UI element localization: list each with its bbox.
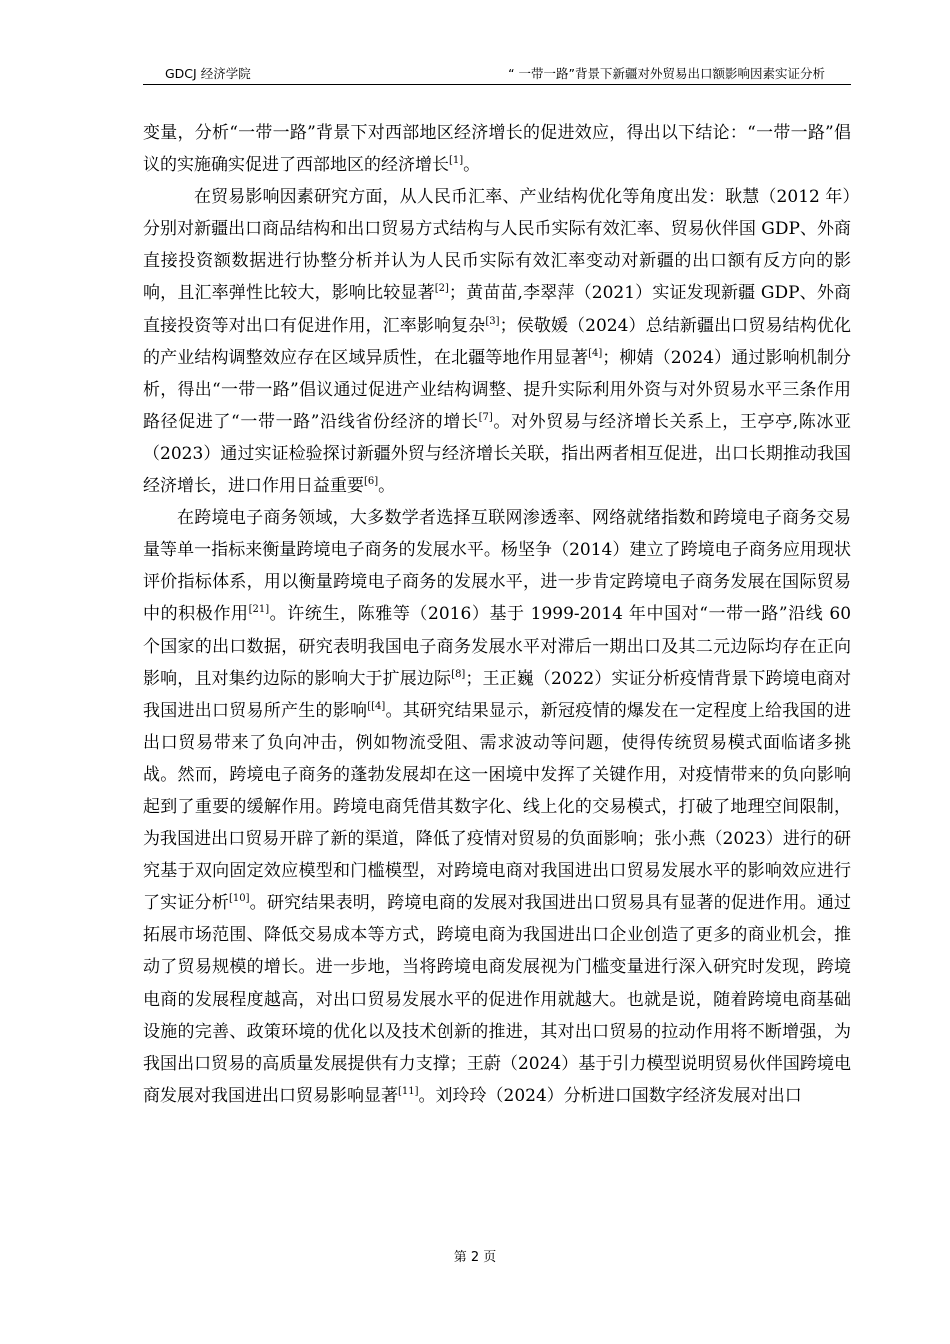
text-run: 在贸易影响因素研究方面，从人民币汇率、产业结构优化等角度出发：耿慧（2012 年）分别对新疆出口商品结构和出口贸易方式结构与人民币实际有效汇率、贸易伙伴国 GDP、外商直接投资额数据进行协整分析并认为人民币实际有效汇率变动对新疆的出口额有反方向的影响，且汇率弹性比较大，影响比较显著 xyxy=(143,187,851,304)
citation-marker: [7] xyxy=(478,411,493,423)
body-text xyxy=(143,117,851,1112)
citation-marker: [21] xyxy=(248,604,270,616)
citation-marker: [10] xyxy=(228,893,250,905)
text-run: 变量，分析“一带一路”背景下对西部地区经济增长的促进效应，得出以下结论：“一带一路”倡议的实施确实促进了西部地区的经济增长 xyxy=(143,123,851,176)
paragraph xyxy=(143,502,851,1112)
citation-marker: [2] xyxy=(434,283,449,295)
text-run: 。 xyxy=(463,155,481,176)
header-title: “ 一带一路”背景下新疆对外贸易出口额影响因素实证分析 xyxy=(508,66,825,81)
paragraph xyxy=(143,181,851,502)
text-run: 。许统生，陈雅等（2016）基于 1999-2014 年中国对“一带一路”沿线 60 个国家的出口数据，研究表明我国电子商务发展水平对滞后一期出口及其二元边际均存在正向影响，且对集约边际的影响大于扩展边际 xyxy=(143,604,852,689)
citation-marker: [1] xyxy=(449,155,464,167)
page-number: 第 2 页 xyxy=(453,1250,497,1265)
citation-marker: [8] xyxy=(451,668,466,680)
text-run: ；黄苗苗,李翠萍（2021）实证发现新疆 GDP、外商直接投资等对出口有促进作用，汇率影响复杂 xyxy=(143,283,851,336)
paragraph xyxy=(143,117,851,181)
citation-marker: [3] xyxy=(485,315,500,327)
citation-marker: [6] xyxy=(364,476,379,488)
text-run: 。其研究结果显示，新冠疫情的爆发在一定程度上给我国的进出口贸易带来了负向冲击，例如物流受阻、需求波动等问题，使得传统贸易模式面临诸多挑战。然而，跨境电子商务的蓬勃发展却在这一困境中发挥了关键作用，对疫情带来的负向影响起到了重要的缓解作用。跨境电商凭借其数字化、线上化的交易模式，打破了地理空间限制，为我国进出口贸易开辟了新的渠道，降低了疫情对贸易的负面影响；张小燕（2023）进行的研究基于双向固定效应模型和门槛模型，对跨境电商对我国进出口贸易发展水平的影响效应进行了实证分析 xyxy=(143,700,852,914)
text-run: ；柳婧（2024）通过影响机制分析，得出“一带一路”倡议通过促进产业结构调整、提升实际利用外资与对外贸易水平三条作用路径促进了“一带一路”沿线省份经济的增长 xyxy=(143,347,852,432)
citation-marker: [4] xyxy=(588,347,603,359)
header-school: GDCJ 经济学院 xyxy=(165,66,251,81)
citation-marker: [11] xyxy=(398,1085,419,1097)
text-run: 。研究结果表明，跨境电商的发展对我国进出口贸易具有显著的促进作用。通过拓展市场范围、降低交易成本等方式，跨境电商为我国进出口企业创造了更多的商业机会，推动了贸易规模的增长。进一步地，当将跨境电商发展视为门槛变量进行深入研究时发现，跨境电商的发展程度越高，对出口贸易发展水平的促进作用就越大。也就是说，随着跨境电商基础设施的完善、政策环境的优化以及技术创新的推进，其对出口贸易的拉动作用将不断增强，为我国出口贸易的高质量发展提供有力支撑；王蔚（2024）基于引力模型说明贸易伙伴国跨境电商发展对我国进出口贸易影响显著 xyxy=(143,893,852,1106)
text-run: 。刘玲玲（2024）分析进口国数字经济发展对出口 xyxy=(418,1085,802,1106)
citation-marker: [[4] xyxy=(367,700,386,712)
text-run: ；王正巍（2022）实证分析疫情背景下跨境电商对我国进出口贸易所产生的影响 xyxy=(143,668,852,721)
text-run: 。对外贸易与经济增长关系上，王亭亭,陈冰亚（2023）通过实证检验探讨新疆外贸与经济增长关联，指出两者相互促进，出口长期推动我国经济增长，进口作用日益重要 xyxy=(143,411,851,497)
text-run: 。 xyxy=(378,476,396,497)
text-run: ；侯敬媛（2024）总结新疆出口贸易结构优化的产业结构调整效应存在区域异质性，在北疆等地作用显著 xyxy=(143,315,852,368)
text-run: 在跨境电子商务领域，大多数学者选择互联网渗透率、网络就绪指数和跨境电子商务交易量等单一指标来衡量跨境电子商务的发展水平。杨坚争（2014）建立了跨境电子商务应用现状评价指标体系，用以衡量跨境电子商务的发展水平，进一步肯定跨境电子商务发展在国际贸易中的积极作用 xyxy=(143,508,851,625)
page-header xyxy=(143,66,851,85)
